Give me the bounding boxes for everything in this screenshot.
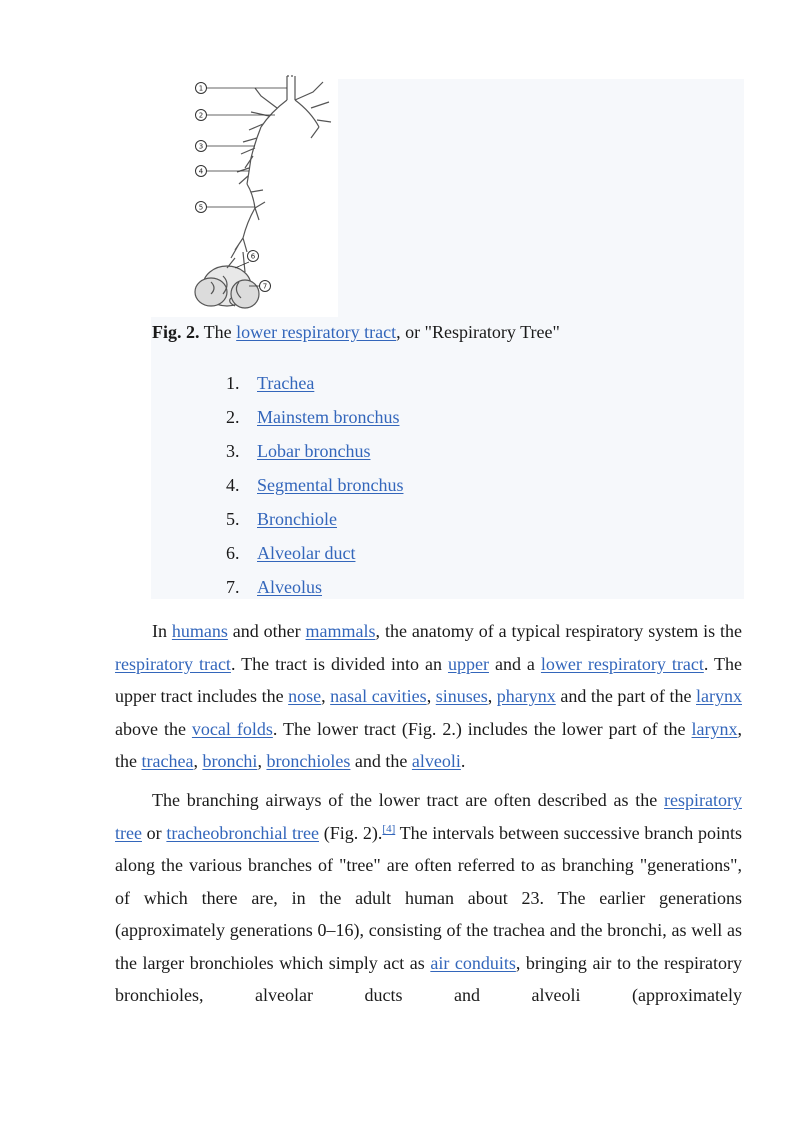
legend-item	[226, 438, 403, 472]
inline-text: . The lower tract (Fig. 2.) includes the lower part of the	[272, 718, 692, 739]
inline-link[interactable]: upper	[447, 653, 489, 674]
legend-link[interactable]: Lobar bronchus	[257, 441, 371, 461]
body-paragraph-1	[115, 615, 742, 778]
legend-item	[226, 472, 403, 506]
inline-text: ,	[487, 686, 497, 706]
inline-link[interactable]: vocal folds	[191, 718, 273, 739]
inline-text: , the anatomy of a typical respiratory system is the	[375, 621, 742, 641]
inline-link[interactable]: air conduits	[430, 952, 516, 973]
callout-label-1: 1	[198, 84, 204, 93]
inline-text: and the part of the	[555, 686, 697, 706]
inline-text: The branching airways of the lower tract are often described as the	[152, 790, 665, 810]
citation-link[interactable]: [4]	[382, 822, 396, 835]
inline-text: or	[141, 822, 167, 843]
inline-link[interactable]: nose	[288, 686, 322, 706]
legend-number: 5.	[226, 509, 240, 529]
inline-text: ,	[426, 686, 436, 706]
citation	[382, 823, 395, 835]
inline-text: .	[460, 751, 466, 771]
inline-link[interactable]: respiratory tract	[115, 653, 231, 674]
inline-text: ,	[257, 751, 267, 771]
respiratory-tree-drawing	[151, 72, 338, 317]
legend-link[interactable]: Trachea	[257, 373, 315, 393]
legend-number: 4.	[226, 475, 240, 495]
inline-text: , bringing air to the respiratory bronchioles, alveolar ducts and alveoli (approximately	[115, 952, 742, 1005]
legend-item	[226, 506, 403, 540]
inline-text: and the	[350, 751, 412, 771]
callout-label-2: 2	[198, 111, 204, 120]
inline-text: The intervals between successive branch points along the various branches of "tree" are often referred to as branching "generations", of which there are, in the adult human about 23. The earlier generations (approximately generations 0–16), consisting of the trachea and the bronchi, as well as the larger bronchioles which simply act as	[115, 822, 743, 973]
inline-link[interactable]: respiratory tree	[115, 790, 742, 843]
inline-text: In	[152, 621, 172, 641]
legend-link[interactable]: Bronchiole	[257, 509, 337, 529]
caption-text-after: , or "Respiratory Tree"	[396, 322, 560, 342]
inline-link[interactable]: tracheobronchial tree	[166, 822, 320, 843]
figure-caption	[152, 320, 560, 344]
inline-text: (Fig. 2).	[319, 822, 383, 843]
inline-link[interactable]: humans	[171, 621, 228, 641]
legend-link[interactable]: Alveolus	[257, 577, 322, 597]
caption-link[interactable]: lower respiratory tract	[236, 322, 397, 342]
callout-label-4: 4	[198, 167, 204, 176]
inline-link[interactable]: lower respiratory tract	[540, 653, 704, 674]
inline-text: ,	[321, 686, 331, 706]
legend-number: 6.	[226, 543, 240, 563]
legend-item	[226, 404, 403, 438]
legend-number: 7.	[226, 577, 240, 597]
callout-label-5: 5	[198, 203, 204, 212]
inline-text: above the	[115, 718, 192, 739]
respiratory-tree-illustration	[151, 72, 338, 317]
inline-link[interactable]: trachea	[141, 751, 194, 771]
legend-item	[226, 574, 403, 608]
paragraph-1-text	[115, 615, 742, 778]
figure-legend-list	[226, 370, 403, 608]
legend-link[interactable]: Segmental bronchus	[257, 475, 404, 495]
figure-label: Fig. 2.	[152, 322, 200, 342]
paragraph-2-text	[115, 784, 742, 1012]
body-paragraph-2	[115, 784, 742, 1012]
legend-link[interactable]: Alveolar duct	[257, 543, 356, 563]
legend-number: 2.	[226, 407, 240, 427]
legend-number: 3.	[226, 441, 240, 461]
callout-label-6: 6	[250, 252, 256, 261]
inline-link[interactable]: larynx	[696, 686, 742, 706]
inline-text: and other	[227, 621, 306, 641]
inline-text: and a	[488, 653, 541, 674]
inline-link[interactable]: bronchi	[202, 751, 258, 771]
inline-text: . The tract is divided into an	[230, 653, 448, 674]
inline-link[interactable]: sinuses	[435, 686, 488, 706]
inline-link[interactable]: larynx	[691, 718, 738, 739]
inline-text: , the	[115, 718, 743, 771]
legend-item	[226, 540, 403, 574]
inline-link[interactable]: mammals	[305, 621, 376, 641]
inline-link[interactable]: nasal cavities	[330, 686, 427, 706]
caption-text: The	[199, 322, 237, 342]
inline-link[interactable]: alveoli	[411, 751, 461, 771]
legend-number: 1.	[226, 373, 240, 393]
callout-label-3: 3	[198, 142, 204, 151]
inline-text: ,	[193, 751, 203, 771]
callout-label-7: 7	[262, 282, 268, 291]
inline-text: . The upper tract includes the	[115, 653, 742, 706]
inline-link[interactable]: bronchioles	[266, 751, 351, 771]
legend-item	[226, 370, 403, 404]
inline-link[interactable]: pharynx	[496, 686, 556, 706]
legend-link[interactable]: Mainstem bronchus	[257, 407, 400, 427]
